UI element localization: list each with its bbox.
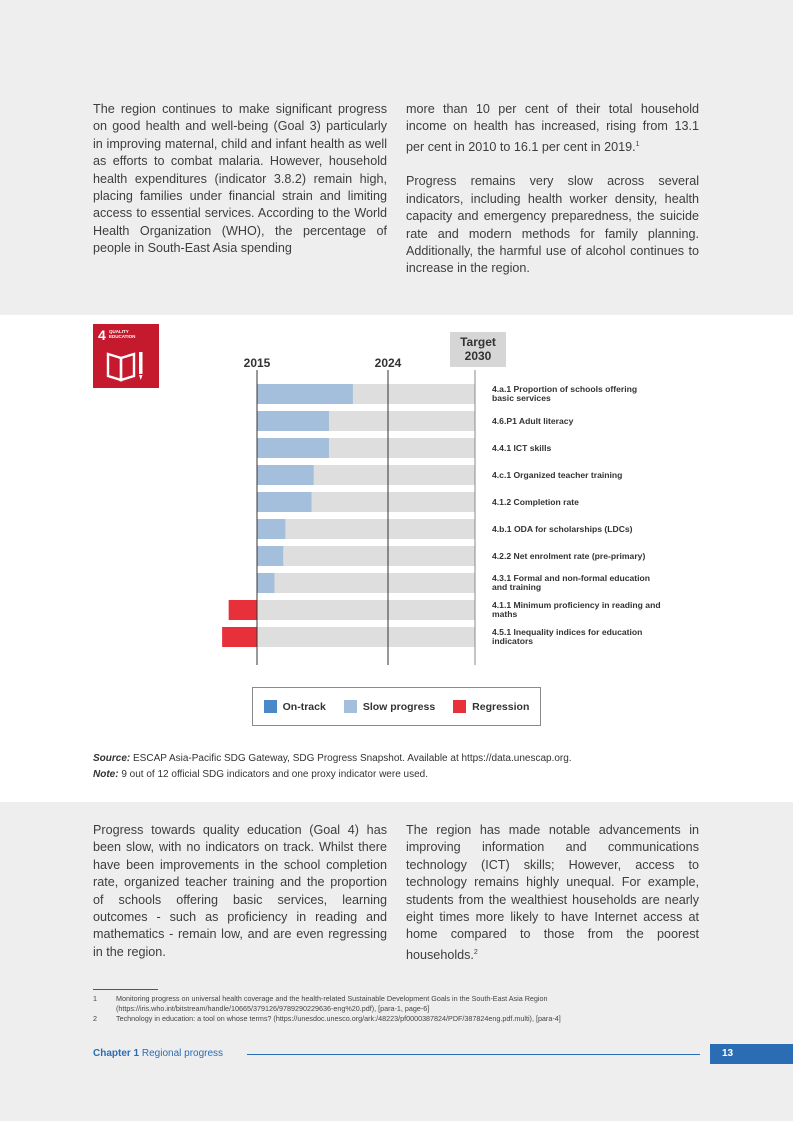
legend-label-regression: Regression [472, 700, 530, 713]
bar-track-6 [257, 546, 475, 566]
indicator-label-2: 4.4.1 ICT skills [492, 443, 552, 453]
target-2030-label: Target 2030 [450, 332, 506, 367]
bar-3 [257, 465, 314, 485]
bar-track-7 [257, 573, 475, 593]
indicator-label-5: 4.b.1 ODA for scholarships (LDCs) [492, 524, 633, 534]
indicator-label-4: 4.1.2 Completion rate [492, 497, 579, 507]
bar-track-5 [257, 519, 475, 539]
legend-swatch-on-track [264, 700, 277, 713]
top-right-text-1: more than 10 per cent of their total household income on health has increased, rising from 13.1 per cent in 2010 to 16.1 per cent in 2019.$^1$ [406, 102, 699, 154]
bar-4 [257, 492, 312, 512]
bar-track-8 [257, 600, 475, 620]
legend-on-track [264, 700, 326, 713]
bar-track-9 [257, 627, 475, 647]
bottom-right-paragraph [406, 822, 699, 981]
legend-swatch-slow [344, 700, 357, 713]
tick-2015: 2015 [243, 356, 271, 370]
bar-6 [257, 546, 283, 566]
page-number: 13 [710, 1044, 793, 1064]
bar-1 [257, 411, 329, 431]
legend-slow-progress [344, 700, 435, 713]
indicator-label-6: 4.2.2 Net enrolment rate (pre-primary) [492, 551, 646, 561]
legend-label-slow: Slow progress [362, 700, 436, 713]
tick-2024: 2024 [374, 356, 402, 370]
footnotes [93, 994, 713, 1024]
bottom-right-text: The region has made notable advancements in improving information and communications technology (ICT) skills; However, access to technology remains highly unequal. For example, students from the wealthiest households are nearly eight times more likely to have Internet access at home compared to those from the poorest households.$^2$ [406, 823, 699, 963]
bar-0 [257, 384, 353, 404]
legend-regression [453, 700, 529, 713]
chart-legend [252, 687, 541, 726]
top-left-text: The region continues to make significant progress on good health and well-being (Goal 3) particularly in improving maternal, child and infant health as well as efforts to combat malaria. However, household health expenditures (indicator 3.8.2) remain high, placing families under financial strain and limiting access to essential services. According to the World Health Organization (WHO), the percentage of people in South-East Asia spending [93, 102, 387, 256]
legend-label-on-track: On-track [282, 700, 326, 713]
source-line: Source: ESCAP Asia-Pacific SDG Gateway, SDG Progress Snapshot. Available at https://data.unescap.org. [93, 753, 572, 764]
indicator-label-9: 4.5.1 Inequality indices for education indicators [492, 627, 643, 646]
indicator-label-7: 4.3.1 Formal and non-formal education and training [492, 573, 651, 592]
indicator-label-8: 4.1.1 Minimum proficiency in reading and maths [492, 600, 661, 619]
bar-5 [257, 519, 285, 539]
footnote-2-text: Technology in education: a tool on whose terms? (https://unesdoc.unesco.org/ark:/48223/pf0000387824/PDF/387824eng.pdf.multi), [para-4] [116, 1014, 561, 1023]
source-note [93, 751, 572, 783]
indicator-label-0: 4.a.1 Proportion of schools offering basic services [492, 384, 638, 403]
footer-rule [247, 1054, 700, 1055]
sdg-number: 4 [98, 327, 106, 343]
footnote-2: 2 Technology in education: a tool on whose terms? (https://unesdoc.unesco.org/ark:/48223/pf0000387824/PDF/387824eng.pdf.multi), [para-4] [93, 1014, 561, 1023]
bottom-left-text: Progress towards quality education (Goal 4) has been slow, with no indicators on track. Whilst there have been improvements in the school completion rate, organized teacher training and the proportion of schools offering basic services, learning outcomes - such as proficiency in reading and mathematics - remain low, and are even regressing in the region. [93, 823, 387, 959]
sdg4-progress-chart [0, 315, 793, 802]
footer-chapter: Chapter 1 Regional progress [93, 1048, 224, 1059]
top-right-paragraphs [406, 101, 699, 295]
footnote-rule [93, 989, 158, 990]
indicator-label-1: 4.6.P1 Adult literacy [492, 416, 574, 426]
bar-8 [229, 600, 257, 620]
top-left-paragraph [93, 101, 387, 275]
note-line: Note: 9 out of 12 official SDG indicators and one proxy indicator were used. [93, 769, 428, 780]
footnote-ref-1: 1 [635, 140, 640, 148]
bar-9 [222, 627, 257, 647]
bottom-left-paragraph [93, 822, 387, 978]
footnote-ref-2: 2 [473, 948, 478, 956]
top-right-text-2: Progress remains very slow across several indicators, including health worker density, health capacity and emergency preparedness, the suicide rate and modern methods for family planning. Additionally, the harmful use of alcohol continues to increase in the region. [406, 174, 699, 276]
sdg-label: QUALITY EDUCATION [109, 329, 136, 339]
bar-7 [257, 573, 274, 593]
legend-swatch-regression [453, 700, 466, 713]
bar-2 [257, 438, 329, 458]
footnote-1-text: Monitoring progress on universal health coverage and the health-related Sustainable Development Goals in the South-East Asia Region (https://iris.who.int/bitstream/handle/10665/379126/9789290229636-eng%20.pdf), [para-1, page-6] [116, 994, 548, 1013]
bar-chart-svg [0, 315, 793, 675]
indicator-label-3: 4.c.1 Organized teacher training [492, 470, 623, 480]
footnote-1: 1 Monitoring progress on universal health coverage and the health-related Sustainable Development Goals in the South-East Asia Region (https://iris.who.int/bitstream/handle/10665/379126/9789290229636-eng%20.pdf), [para-1, page-6] [93, 994, 713, 1014]
